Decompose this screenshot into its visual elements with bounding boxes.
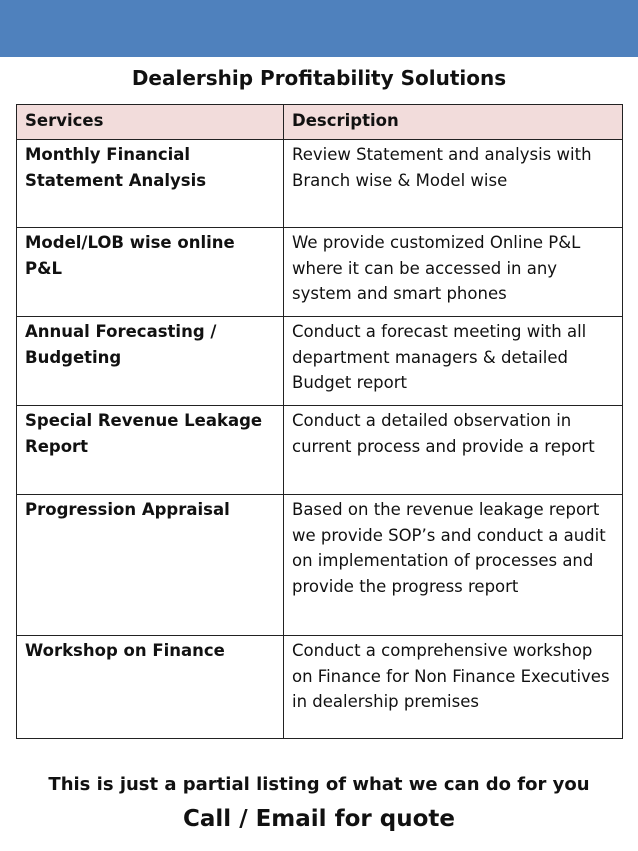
header-bar: [0, 0, 638, 57]
table-row: [17, 228, 623, 317]
call-to-action: Call / Email for quote: [183, 806, 455, 832]
service-description: Based on the revenue leakage report we provide SOP’s and conduct a audit on implementation of processes and provide the progress report: [284, 495, 623, 636]
service-name: Monthly Financial Statement Analysis: [17, 140, 284, 228]
page-title: Dealership Profitability Solutions: [131, 66, 507, 90]
table-row: [17, 140, 623, 228]
service-name: Special Revenue Leakage Report: [17, 406, 284, 495]
column-header-description: Description: [284, 105, 623, 140]
table-row: [17, 406, 623, 495]
service-name: Progression Appraisal: [17, 495, 284, 636]
service-description: Conduct a detailed observation in current process and provide a report: [284, 406, 623, 495]
service-description: We provide customized Online P&L where it can be accessed in any system and smart phones: [284, 228, 623, 317]
services-table: [16, 104, 623, 739]
service-name: Model/LOB wise online P&L: [17, 228, 284, 317]
service-name: Annual Forecasting / Budgeting: [17, 317, 284, 406]
service-name: Workshop on Finance: [17, 636, 284, 739]
service-description: Review Statement and analysis with Branch wise & Model wise: [284, 140, 623, 228]
service-description: Conduct a comprehensive workshop on Finance for Non Finance Executives in dealership premises: [284, 636, 623, 739]
table-row: [17, 495, 623, 636]
column-header-services: Services: [17, 105, 284, 140]
service-description: Conduct a forecast meeting with all department managers & detailed Budget report: [284, 317, 623, 406]
table-row: [17, 317, 623, 406]
partial-listing-text: This is just a partial listing of what we can do for you: [48, 774, 590, 795]
table-header-row: [17, 105, 623, 140]
table-row: [17, 636, 623, 739]
